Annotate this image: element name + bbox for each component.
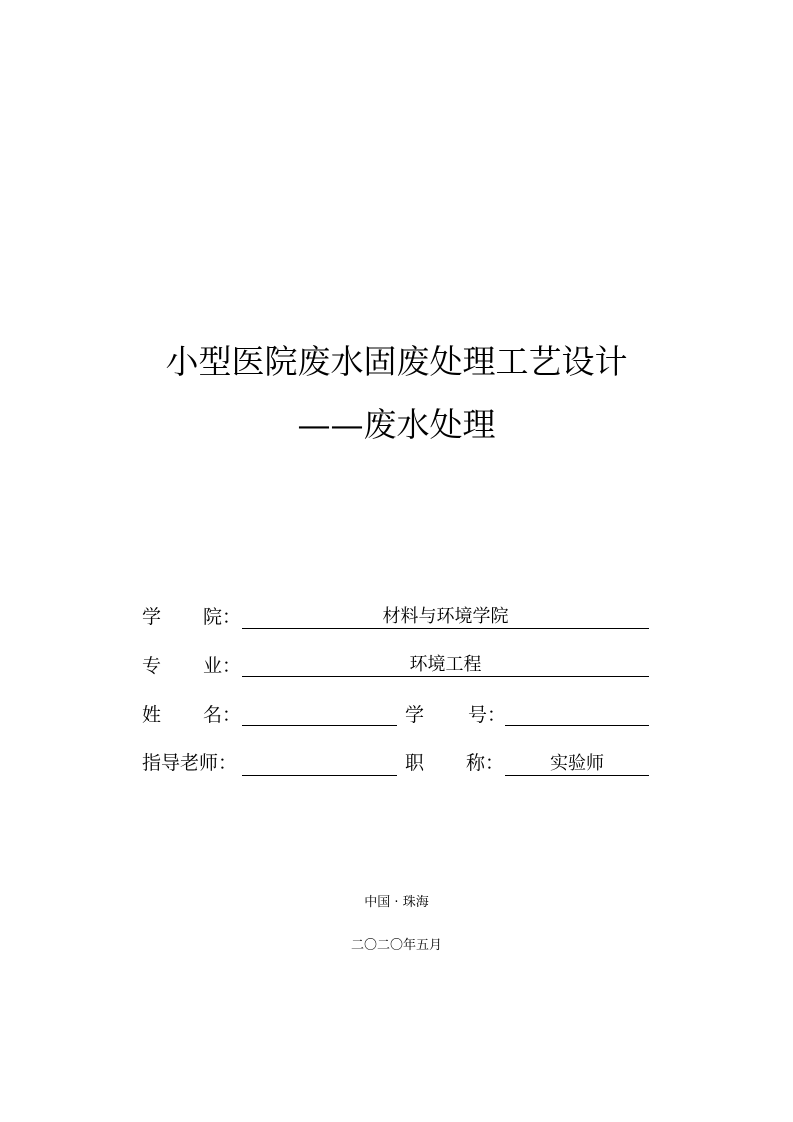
footer-date: 二〇二〇年五月 — [350, 938, 442, 953]
advisor-label: 指导老师： — [142, 752, 238, 774]
major-label-char2: 业： — [203, 655, 242, 677]
major-field: 环境工程 — [242, 654, 649, 677]
college-field: 材料与环境学院 — [242, 606, 649, 629]
student-id-label-char1: 学 — [405, 704, 425, 726]
college-label-char1: 学 — [142, 606, 162, 628]
major-label-char1: 专 — [142, 655, 162, 677]
document-title: 小型医院废水固废处理工艺设计 — [165, 342, 628, 381]
job-title-label-char1: 职 — [405, 752, 425, 774]
job-title-field: 实验师 — [505, 753, 649, 776]
job-title-label-char2: 称： — [466, 752, 505, 774]
college-label-char2: 院： — [203, 606, 242, 628]
footer-place: 中国 · 珠海 — [364, 895, 429, 910]
name-label-char1: 姓 — [142, 704, 162, 726]
student-id-field — [505, 703, 649, 726]
name-label-char2: 名： — [203, 704, 242, 726]
document-subtitle: ——废水处理 — [297, 405, 496, 444]
name-field — [242, 703, 397, 726]
student-id-label-char2: 号： — [468, 704, 507, 726]
advisor-field — [242, 753, 397, 776]
